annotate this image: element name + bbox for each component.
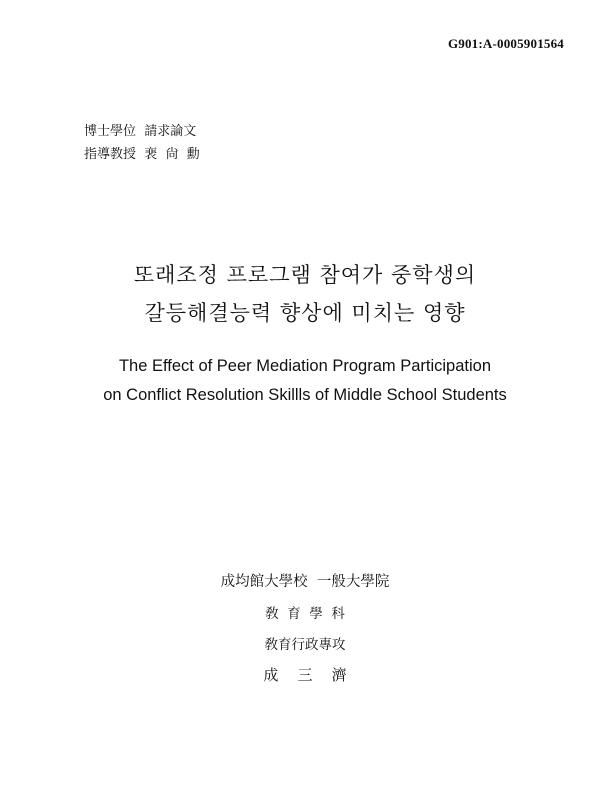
document-id: G901:A-0005901564 bbox=[447, 36, 564, 51]
university-name: 成均館大學校 一般大學院 bbox=[220, 574, 390, 590]
institution-block bbox=[0, 572, 610, 685]
korean-title-line-1: 또래조정 프로그램 참여가 중학생의 bbox=[133, 263, 477, 287]
english-title-line-1: The Effect of Peer Mediation Program Participation bbox=[118, 357, 492, 375]
korean-title bbox=[0, 256, 610, 332]
degree-type: 博士學位 請求論文 bbox=[84, 124, 197, 139]
department-name: 敎 育 學 科 bbox=[265, 606, 345, 622]
english-title-line-2: on Conflict Resolution Skillls of Middle School Students bbox=[103, 386, 507, 404]
degree-info bbox=[84, 120, 200, 166]
english-title bbox=[0, 352, 610, 410]
author-name: 成 三 濟 bbox=[263, 666, 347, 684]
korean-title-line-2: 갈등해결능력 향상에 미치는 영향 bbox=[144, 301, 466, 325]
advisor-name: 指導教授 裵 尙 勳 bbox=[84, 147, 200, 162]
major-name: 敎育行政專攻 bbox=[264, 637, 346, 653]
